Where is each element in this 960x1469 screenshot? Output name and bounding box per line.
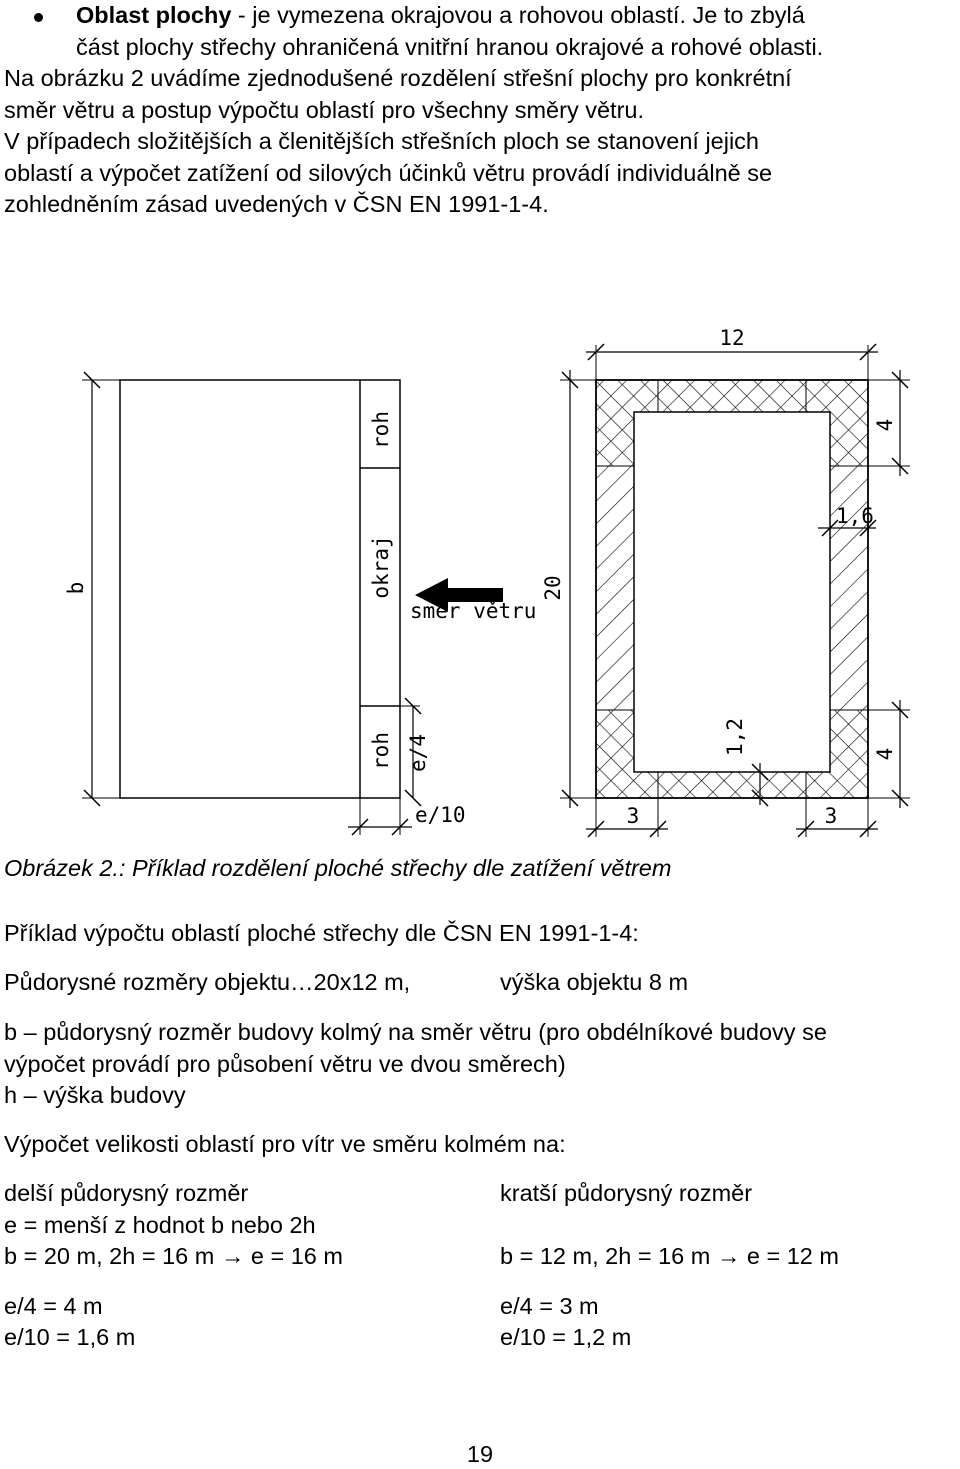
col-right-heading: kratší půdorysný rozměr	[500, 1180, 753, 1206]
bullet-dot	[34, 13, 43, 22]
calc-title: Výpočet velikosti oblastí pro vítr ve směru kolmém na:	[4, 1131, 566, 1157]
definition-h: h – výška budovy	[4, 1082, 186, 1108]
dims-line-left: Půdorysné rozměry objektu…20x12 m,	[4, 969, 411, 995]
dimension-3-right: 3	[824, 804, 838, 828]
left-schematic	[64, 372, 536, 835]
figure-caption: Obrázek 2.: Příklad rozdělení ploché střechy dle zatížení větrem	[4, 855, 672, 881]
dims-line-right: výška objektu 8 m	[500, 969, 689, 995]
dimension-4-top: 4	[873, 418, 897, 432]
col-left-e10: e/10 = 1,6 m	[4, 1324, 136, 1350]
bullet-paragraph	[76, 0, 958, 63]
label-e10: e/10	[415, 803, 466, 827]
bullet-term: Oblast plochy	[76, 2, 232, 28]
dimension-1-2: 1,2	[723, 718, 747, 756]
col-right-e4: e/4 = 3 m	[500, 1293, 599, 1319]
edge-zone-bottom	[658, 772, 806, 798]
edge-zone-right	[830, 466, 868, 710]
col-right-e10: e/10 = 1,2 m	[500, 1324, 632, 1350]
definition-b: b – půdorysný rozměr budovy kolmý na směr větru (pro obdélníkové budovy se	[4, 1019, 827, 1045]
paragraph-figure-intro: Na obrázku 2 uvádíme zjednodušené rozdělení střešní plochy pro konkrétní směr větru a postup výpočtu oblastí pro všechny směry větru.	[4, 65, 792, 123]
bullet-text-line2: část plochy střechy ohraničená vnitřní hranou okrajové a rohové oblasti.	[76, 33, 824, 60]
wind-direction-label: směr větru	[410, 599, 537, 623]
definitions	[4, 1017, 958, 1112]
dimension-20: 20	[541, 575, 565, 601]
right-schematic	[541, 326, 910, 837]
label-roh-top: roh	[369, 411, 393, 449]
col-left-rule: e = menší z hodnot b nebo 2h	[4, 1212, 316, 1238]
roof-zone-diagram	[0, 305, 960, 850]
col-left-heading: delší půdorysný rozměr	[4, 1180, 249, 1206]
dimension-1-6: 1,6	[836, 504, 874, 528]
col-left-e4: e/4 = 4 m	[4, 1293, 103, 1319]
label-e4: e/4	[406, 734, 430, 772]
definition-b-cont: výpočet provádí pro působení větru ve dvou směrech)	[4, 1050, 566, 1077]
page-number: 19	[466, 1441, 494, 1467]
paragraph-complex-roofs: V případech složitějších a členitějších střešních ploch se stanovení jejich oblastí a výpočet zatížení od silových účinků větru provádí individuálně se zohledněním zásad uvedených v ČSN EN 1991-1-4.	[4, 128, 773, 217]
col-left-calc: b = 20 m, 2h = 16 m → e = 16 m	[4, 1243, 343, 1269]
label-okraj: okraj	[369, 535, 393, 599]
dimension-4-bottom: 4	[873, 747, 897, 761]
col-right-calc: b = 12 m, 2h = 16 m → e = 12 m	[500, 1243, 839, 1269]
label-b: b	[64, 581, 88, 595]
edge-zone-left	[596, 466, 634, 710]
edge-zone-top	[658, 380, 806, 412]
example-title: Příklad výpočtu oblastí ploché střechy dle ČSN EN 1991-1-4:	[4, 920, 639, 946]
left-roof-outline	[120, 380, 400, 798]
bullet-text-line1: - je vymezena okrajovou a rohovou oblastí. Je to zbylá	[231, 2, 805, 28]
dimension-3-left: 3	[626, 804, 640, 828]
label-roh-bottom: roh	[369, 732, 393, 770]
inner-field	[634, 412, 830, 772]
dimension-12: 12	[719, 326, 745, 350]
